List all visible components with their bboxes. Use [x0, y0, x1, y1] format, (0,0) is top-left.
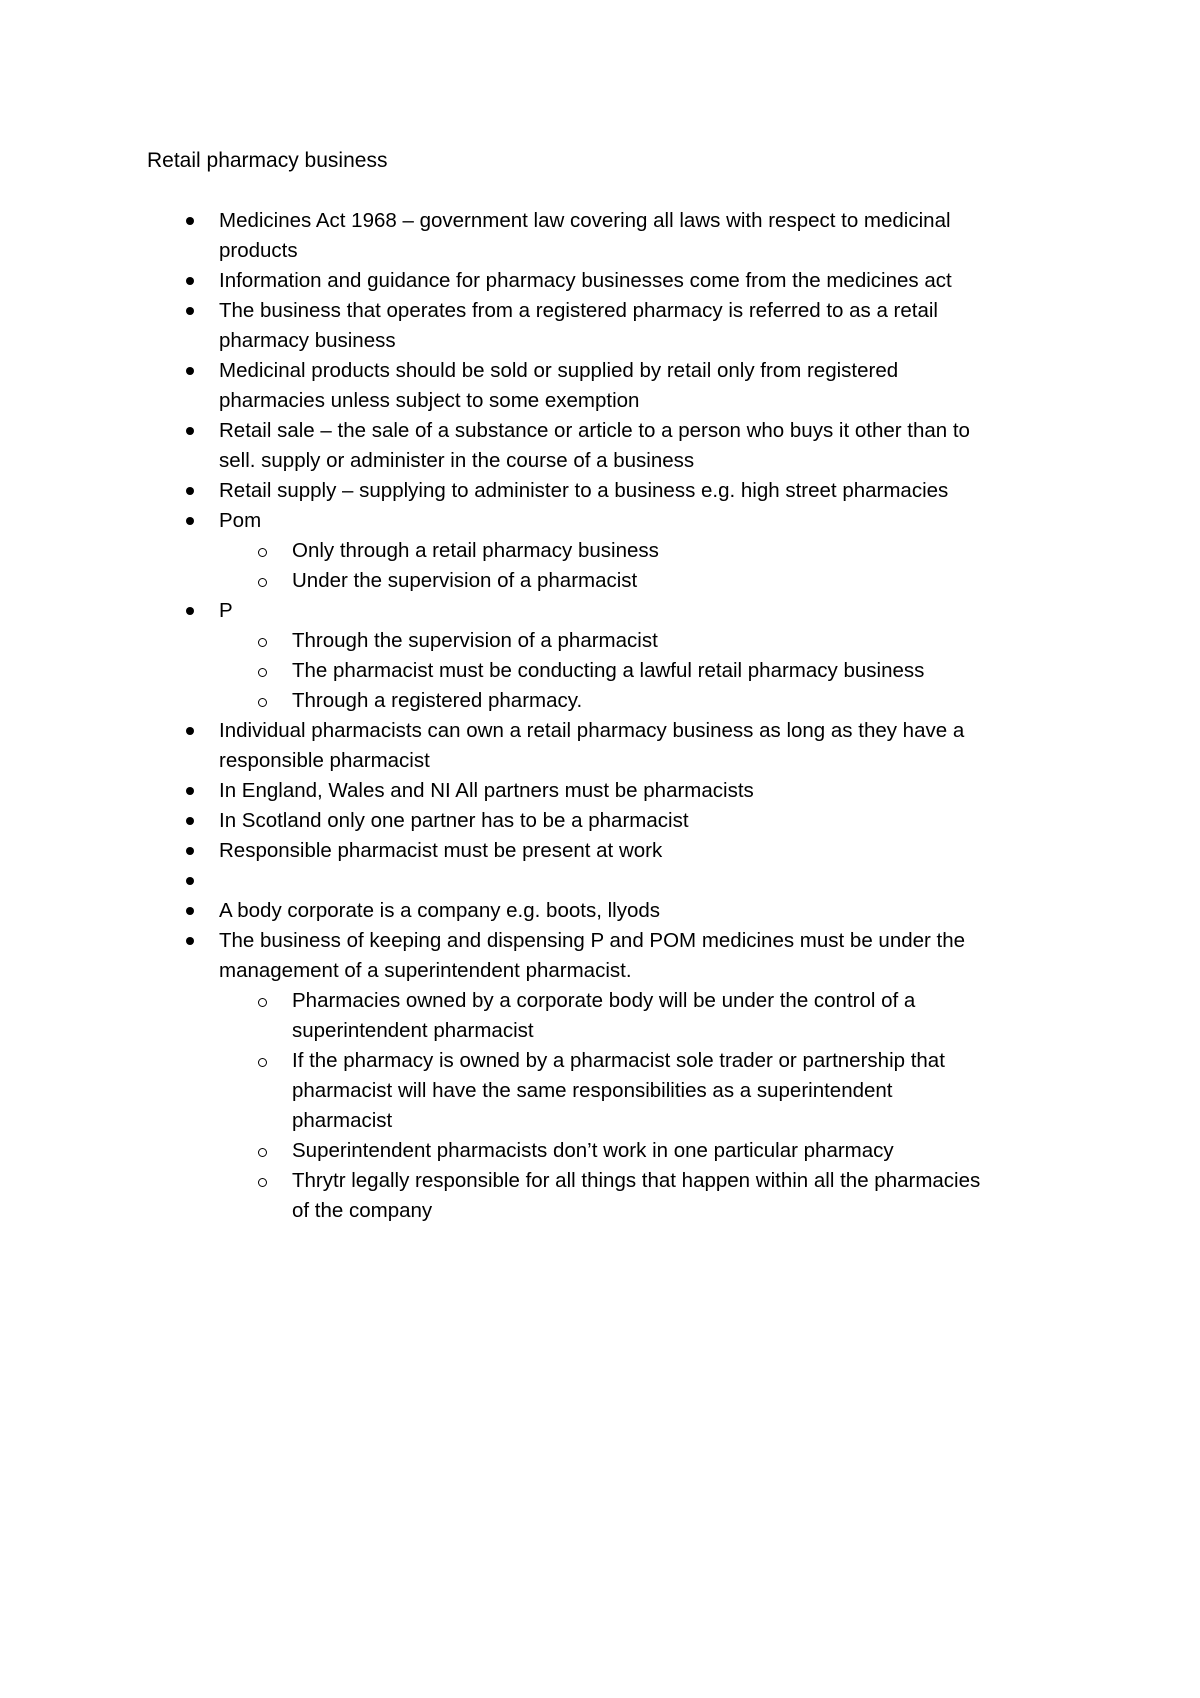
document-title: Retail pharmacy business	[147, 149, 388, 172]
bullet-dot-icon	[186, 937, 194, 945]
bullet-circle-icon	[258, 668, 267, 677]
list-item: Pom	[219, 509, 262, 532]
list-item: Retail supply – supplying to administer to a business e.g. high street pharmacies	[219, 479, 949, 502]
list-item: The business that operates from a registered pharmacy is referred to as a retail	[219, 299, 938, 322]
list-item: P	[219, 599, 233, 622]
bullet-dot-icon	[186, 427, 194, 435]
sub-list-item: The pharmacist must be conducting a lawful retail pharmacy business	[292, 659, 925, 682]
bullet-circle-icon	[258, 548, 267, 557]
bullet-circle-icon	[258, 1058, 267, 1067]
list-item: management of a superintendent pharmacist.	[219, 959, 632, 982]
bullet-dot-icon	[186, 517, 194, 525]
list-item: Individual pharmacists can own a retail pharmacy business as long as they have a	[219, 719, 965, 742]
bullet-dot-icon	[186, 847, 194, 855]
bullet-dot-icon	[186, 607, 194, 615]
list-item: sell. supply or administer in the course of a business	[219, 449, 695, 472]
bullet-circle-icon	[258, 1178, 267, 1187]
list-item: pharmacies unless subject to some exemption	[219, 389, 640, 412]
bullet-dot-icon	[186, 727, 194, 735]
bullet-dot-icon	[186, 217, 194, 225]
bullet-dot-icon	[186, 907, 194, 915]
bullet-dot-icon	[186, 487, 194, 495]
list-item: pharmacy business	[219, 329, 396, 352]
bullet-circle-icon	[258, 638, 267, 647]
bullet-dot-icon	[186, 877, 194, 885]
sub-list-item: pharmacist will have the same responsibilities as a superintendent	[292, 1079, 893, 1102]
bullet-circle-icon	[258, 578, 267, 587]
list-item: Medicinal products should be sold or supplied by retail only from registered	[219, 359, 899, 382]
list-item: Responsible pharmacist must be present at work	[219, 839, 663, 862]
sub-list-item: Superintendent pharmacists don’t work in one particular pharmacy	[292, 1139, 894, 1162]
bullet-dot-icon	[186, 817, 194, 825]
list-item: Information and guidance for pharmacy businesses come from the medicines act	[219, 269, 952, 292]
sub-list-item: Pharmacies owned by a corporate body will be under the control of a	[292, 989, 916, 1012]
bullet-circle-icon	[258, 1148, 267, 1157]
bullet-dot-icon	[186, 277, 194, 285]
bullet-dot-icon	[186, 787, 194, 795]
list-item: A body corporate is a company e.g. boots, llyods	[219, 899, 661, 922]
list-item: Medicines Act 1968 – government law covering all laws with respect to medicinal	[219, 209, 951, 232]
sub-list-item: Through a registered pharmacy.	[292, 689, 583, 712]
sub-list-item: of the company	[292, 1199, 433, 1222]
sub-list-item: Thrytr legally responsible for all things that happen within all the pharmacies	[292, 1169, 981, 1192]
list-item: products	[219, 239, 298, 262]
list-item: Retail sale – the sale of a substance or article to a person who buys it other than to	[219, 419, 970, 442]
list-item: In Scotland only one partner has to be a pharmacist	[219, 809, 689, 832]
bullet-circle-icon	[258, 998, 267, 1007]
list-item: responsible pharmacist	[219, 749, 430, 772]
list-item: In England, Wales and NI All partners must be pharmacists	[219, 779, 754, 802]
sub-list-item: If the pharmacy is owned by a pharmacist sole trader or partnership that	[292, 1049, 945, 1072]
sub-list-item: superintendent pharmacist	[292, 1019, 534, 1042]
bullet-circle-icon	[258, 698, 267, 707]
sub-list-item: Through the supervision of a pharmacist	[292, 629, 658, 652]
sub-list-item: Under the supervision of a pharmacist	[292, 569, 638, 592]
list-item: The business of keeping and dispensing P and POM medicines must be under the	[219, 929, 966, 952]
bullet-dot-icon	[186, 307, 194, 315]
bullet-dot-icon	[186, 367, 194, 375]
sub-list-item: Only through a retail pharmacy business	[292, 539, 659, 562]
sub-list-item: pharmacist	[292, 1109, 393, 1132]
